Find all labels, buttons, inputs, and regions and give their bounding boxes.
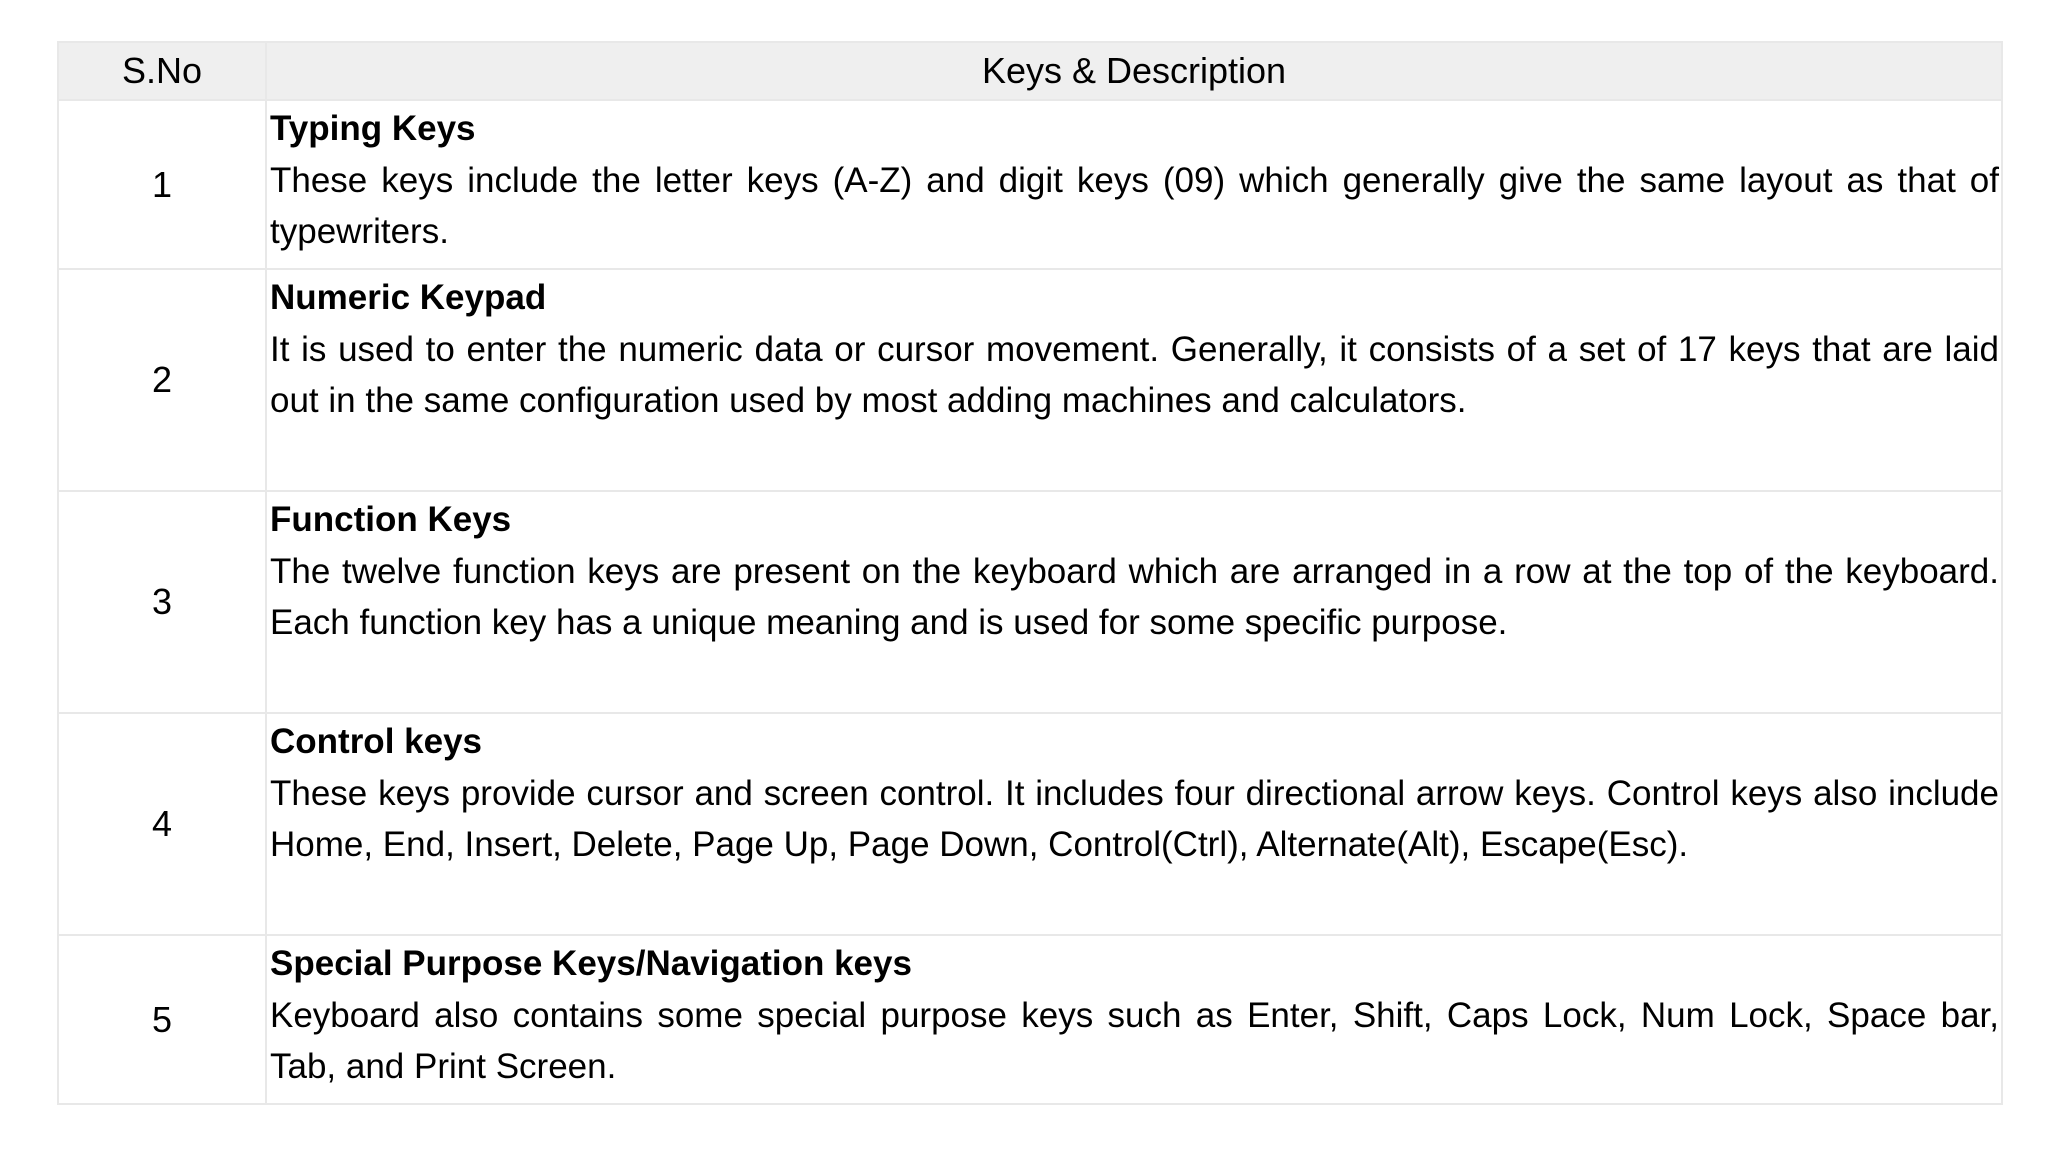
row-title: Typing Keys <box>270 109 476 148</box>
row-number: 2 <box>58 269 266 491</box>
row-number: 4 <box>58 713 266 935</box>
table-row <box>58 100 2002 269</box>
table-row <box>58 491 2002 713</box>
table-header <box>58 42 2002 100</box>
table-row <box>58 269 2002 491</box>
row-title: Numeric Keypad <box>270 278 547 317</box>
row-title: Special Purpose Keys/Navigation keys <box>270 944 912 983</box>
row-text: The twelve function keys are present on the keyboard which are arranged in a row at the top of the keyboard. Each function key has a unique meaning and is used for some specific purpose. <box>270 551 1999 642</box>
row-text: It is used to enter the numeric data or cursor movement. Generally, it consists of a set of 17 keys that are laid out in the same configuration used by most adding machines and calculators. <box>270 329 1999 420</box>
row-text: These keys provide cursor and screen control. It includes four directional arrow keys. Control keys also include Home, End, Insert, Delete, Page Up, Page Down, Control(Ctrl), Alternate(Alt), Escape(Esc). <box>270 773 1999 864</box>
header-description: Keys & Description <box>266 42 2002 100</box>
row-text: These keys include the letter keys (A-Z) and digit keys (09) which generally give the same layout as that of typewriters. <box>270 160 1999 251</box>
row-title: Function Keys <box>270 500 512 539</box>
row-number: 5 <box>58 935 266 1104</box>
header-sno: S.No <box>58 42 266 100</box>
row-description <box>266 269 2002 491</box>
row-description <box>266 713 2002 935</box>
table-row <box>58 935 2002 1104</box>
row-number: 1 <box>58 100 266 269</box>
table-row <box>58 713 2002 935</box>
row-description <box>266 935 2002 1104</box>
row-description <box>266 491 2002 713</box>
row-text: Keyboard also contains some special purpose keys such as Enter, Shift, Caps Lock, Num Lock, Space bar, Tab, and Print Screen. <box>270 995 1999 1086</box>
row-title: Control keys <box>270 722 482 761</box>
row-description <box>266 100 2002 269</box>
row-number: 3 <box>58 491 266 713</box>
header-row <box>58 42 2002 100</box>
table-body <box>58 100 2002 1104</box>
keys-table <box>57 41 2003 1105</box>
